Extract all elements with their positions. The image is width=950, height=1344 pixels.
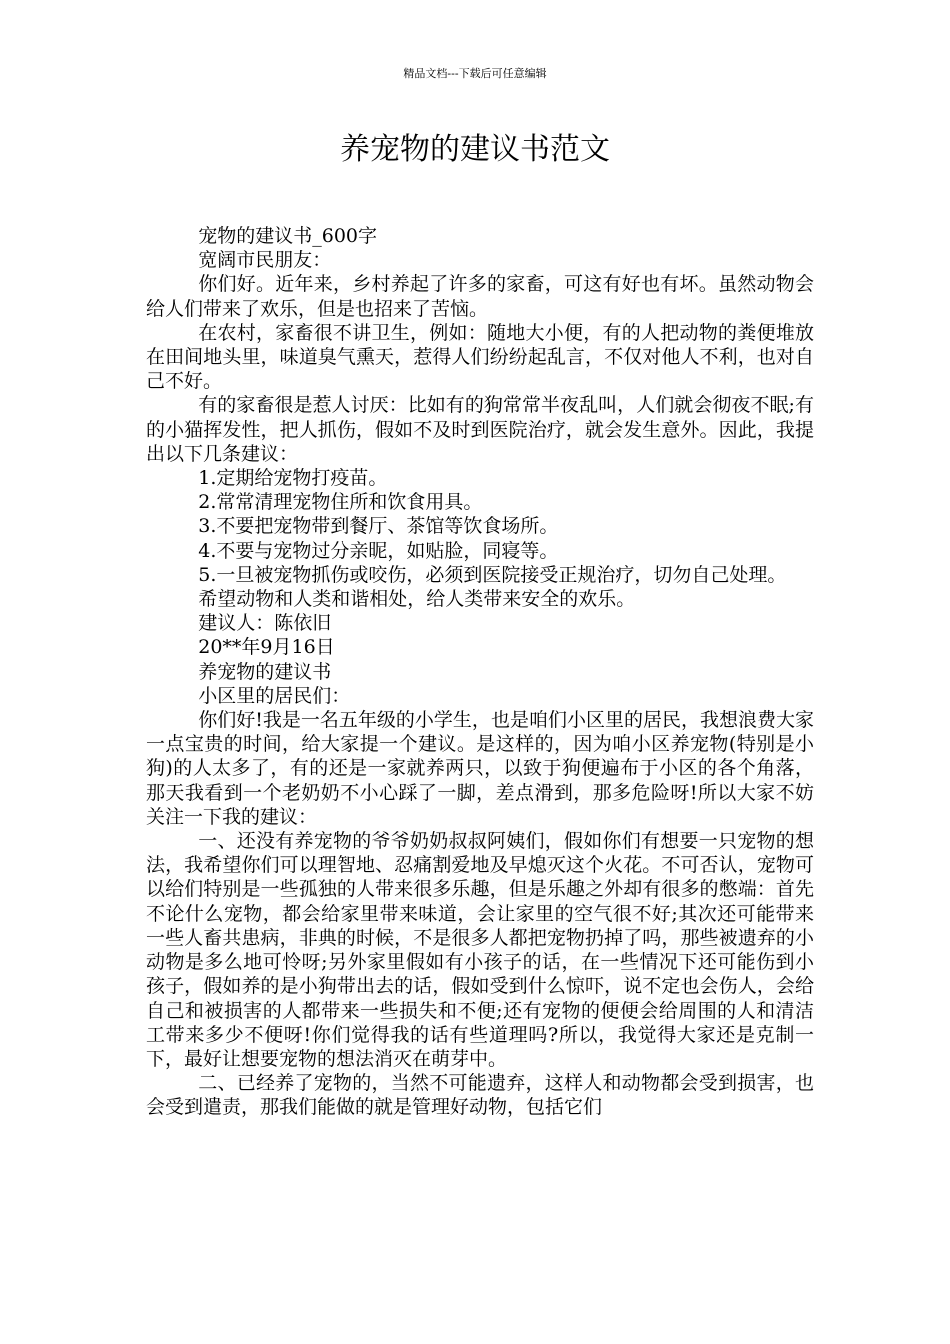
paragraph-second-title: 养宠物的建议书 [198, 660, 332, 683]
list-item-3: 3.不要把宠物带到餐厅、茶馆等饮食场所。 [198, 515, 559, 538]
list-item-4: 4.不要与宠物过分亲昵，如贴脸，同寝等。 [198, 539, 559, 562]
paragraph-point-one: 一、还没有养宠物的爷爷奶奶叔叔阿姨们，假如你们有想要一只宠物的想法，我希望你们可以理智地、忍痛割爱地及早熄灭这个火花。不可否认，宠物可以给们特别是一些孤独的人带来很多乐趣，但是乐趣之外却有很多的憋端：首先不论什么宠物，都会给家里带来味道，会让家里的空气很不好;其次还可能带来一些人畜共患病，非典的时候，不是很多人都把宠物扔掉了吗，那些被遗弃的小动物是多么地可怜呀;另外家里假如有小孩子的话，在一些情况下还可能伤到小孩子，假如养的是小狗带出去的话，假如受到什么惊吓，说不定也会伤人，会给自己和被损害的人都带来一些损失和不便;还有宠物的便便会给周围的人和清洁工带来多少不便呀!你们觉得我的话有些道理吗?所以，我觉得大家还是克制一下，最好让想要宠物的想法消灭在萌芽中。 [146, 830, 814, 1070]
paragraph-greeting-2: 你们好!我是一名五年级的小学生，也是咱们小区里的居民，我想浪费大家一点宝贵的时间，给大家提一个建议。是这样的，因为咱小区养宠物(特别是小狗)的人太多了，有的还是一家就养两只，以致于狗便遍布于小区的各个角落，那天我看到一个老奶奶不小心踩了一脚，差点滑到，那多危险呀!所以大家不妨关注一下我的建议： [146, 709, 814, 828]
paragraph-point-two: 二、已经养了宠物的，当然不可能遗弃，这样人和动物都会受到损害，也会受到遣责，那我们能做的就是管理好动物，包括它们 [146, 1072, 814, 1119]
paragraph-signature: 建议人：陈依旧 [198, 612, 332, 635]
header-note: 精品文档---下载后可任意编辑 [403, 67, 547, 80]
paragraph-date: 20**年9月16日 [198, 636, 335, 659]
list-item-2: 2.常常清理宠物住所和饮食用具。 [198, 491, 483, 514]
list-item-5: 5.一旦被宠物抓伤或咬伤，必须到医院接受正规治疗，切勿自己处理。 [198, 563, 787, 586]
paragraph-nuisance: 有的家畜很是惹人讨厌：比如有的狗常常半夜乱叫，人们就会彻夜不眠;有的小猫挥发性，把人抓伤，假如不及时到医院治疗，就会发生意外。因此，我提出以下几条建议： [146, 394, 814, 465]
paragraph-salutation-2: 小区里的居民们： [198, 684, 351, 707]
document-body [146, 224, 814, 1120]
list-item-1: 1.定期给宠物打疫苗。 [198, 467, 388, 490]
paragraph-rural-hygiene: 在农村，家畜很不讲卫生，例如：随地大小便，有的人把动物的粪便堆放在田间地头里，味道臭气熏天，惹得人们纷纷起乱言，不仅对他人不利，也对自己不好。 [146, 321, 814, 393]
paragraph-salutation-1: 宽阔市民朋友： [198, 249, 332, 272]
paragraph-greeting-1: 你们好。近年来，乡村养起了许多的家畜，可这有好也有坏。虽然动物会给人们带来了欢乐，但是也招来了苦恼。 [146, 273, 814, 320]
paragraph-closing-wish: 希望动物和人类和谐相处，给人类带来安全的欢乐。 [198, 588, 636, 611]
page-title: 养宠物的建议书范文 [340, 132, 610, 167]
paragraph-subtitle: 宠物的建议书_600字 [198, 225, 378, 247]
